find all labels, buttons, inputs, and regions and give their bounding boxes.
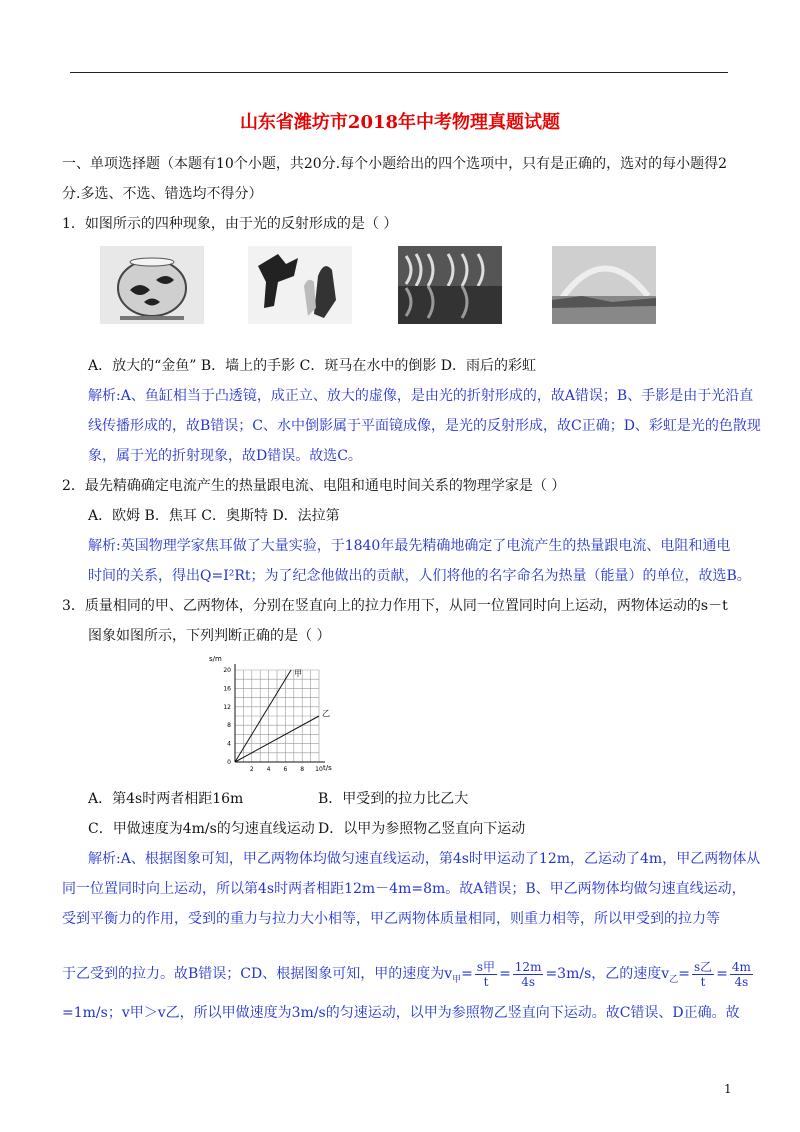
fraction-numerator: 12m (514, 959, 542, 974)
y-tick-label: 20 (223, 667, 231, 674)
fraction-denominator: 4s (734, 974, 749, 989)
q1-analysis-line1: 解析:A、鱼缸相当于凸透镜，成正立、放大的虚像，是由光的折射形成的，故A错误；B、手影是由于光沿直 (88, 388, 754, 404)
page-title: 山东省潍坊市2018年中考物理真题试题 (239, 112, 561, 133)
q3-option-a: A．第4s时两者相距16m (88, 791, 244, 807)
fraction-s-jia-over-t (475, 960, 497, 989)
st-chart (205, 652, 335, 782)
zebra-reflection-image (398, 246, 502, 324)
fraction-denominator: 4s (521, 974, 536, 989)
equals-sign: = (716, 966, 728, 982)
q2-analysis-line1: 解析:英国物理学家焦耳做了大量实验，于1840年最先精确地确定了电流产生的热量跟电流、电阻和通电 (88, 538, 731, 554)
fishbowl-image (100, 246, 204, 324)
q2-options: A．欧姆 B．焦耳 C．奥斯特 D．法拉第 (88, 508, 340, 524)
equals-sign: = (499, 966, 511, 982)
section-heading-line1: 一、单项选择题（本题有10个小题，共20分.每个小题给出的四个选项中，只有是正确的，选对的每小题得2 (62, 156, 727, 172)
sub-yi: 乙 (669, 974, 679, 985)
fraction-s-yi-over-t (692, 960, 714, 989)
hand-shadow-image (248, 246, 352, 324)
q3-analysis-line1: 解析:A、根据图象可知，甲乙两物体均做匀速直线运动，第4s时甲运动了12m，乙运动了4m，甲乙两物体从 (88, 851, 761, 867)
q3-analysis-line2: 同一位置同时向上运动，所以第4s时两者相距12m－4m=8m。故A错误；B、甲乙两物体均做匀速直线运动， (62, 881, 746, 897)
fraction-denominator: t (483, 974, 489, 989)
y-axis-label: s/m (209, 655, 222, 663)
q1-stem: 1．如图所示的四种现象，由于光的反射形成的是（ ） (62, 216, 398, 232)
q3-analysis-line4-text-a: 于乙受到的拉力。故B错误；CD、根据图象可知，甲的速度为v (62, 966, 453, 982)
q3-stem-line1: 3．质量相同的甲、乙两物体，分别在竖直向上的拉力作用下，从同一位置同时向上运动，两物体运动的s－t (62, 598, 728, 614)
header-rule (70, 72, 728, 73)
y-tick-label: 8 (227, 722, 231, 730)
sub-jia: 甲 (452, 974, 462, 985)
q3-analysis-line5: =1m/s；v甲＞v乙，所以甲做速度为3m/s的匀速运动，以甲为参照物乙竖直向下运动。故C错误、D正确。故 (62, 1005, 740, 1021)
y-tick-label: 4 (227, 740, 231, 748)
fraction-numerator: 4m (731, 959, 751, 974)
x-tick-label: 10 (315, 766, 323, 773)
series-label-yi: 乙 (322, 709, 330, 718)
page-number: 1 (724, 1082, 732, 1096)
x-tick-label: 8 (300, 766, 305, 773)
x-tick-label: 2 (249, 766, 254, 773)
y-tick-label: 16 (223, 685, 231, 693)
x-axis-label: t/s (323, 764, 332, 772)
series-label-jia: 甲 (294, 669, 303, 678)
q3-option-b: B．甲受到的拉力比乙大 (318, 791, 469, 807)
q3-option-c: C．甲做速度为4m/s的匀速直线运动 (88, 821, 315, 837)
fraction-4m-over-4s (730, 960, 753, 989)
x-tick-label: 4 (266, 766, 271, 773)
q2-stem: 2．最先精确确定电流产生的热量跟电流、电阻和通电时间关系的物理学家是（ ） (62, 478, 566, 494)
y-tick-label: 12 (223, 703, 231, 711)
equals-sign: = (678, 966, 690, 982)
q3-stem-line2: 图象如图所示，下列判断正确的是（ ） (88, 628, 331, 644)
equals-sign: = (461, 966, 473, 982)
section-heading-line2: 分.多选、不选、错选均不得分） (62, 186, 263, 202)
q1-analysis-line3: 象，属于光的折射现象，故D错误。故选C。 (88, 448, 362, 464)
q2-analysis-line2: 时间的关系，得出Q=I²Rt；为了纪念他做出的贡献，人们将他的名字命名为热量（能量）的单位，故选B。 (88, 568, 751, 584)
q3-option-d: D．以甲为参照物乙竖直向下运动 (318, 821, 526, 837)
q3-analysis-line3: 受到平衡力的作用，受到的重力与拉力大小相等，甲乙两物体质量相同，则重力相等，所以甲受到的拉力等 (62, 911, 720, 927)
rainbow-image (552, 246, 656, 324)
fraction-numerator: s甲 (476, 959, 496, 974)
y-tick-label: 0 (227, 759, 231, 766)
q1-analysis-line2: 线传播形成的，故B错误；C、水中倒影属于平面镜成像，是光的反射形成，故C正确；D、彩虹是光的色散现 (88, 418, 761, 434)
x-tick-label: 6 (283, 766, 288, 773)
fraction-numerator: s乙 (693, 959, 713, 974)
fraction-12m-over-4s (513, 960, 544, 989)
q1-options: A．放大的“金鱼” B．墙上的手影 C．斑马在水中的倒影 D．雨后的彩虹 (88, 358, 536, 374)
q3-analysis-line4 (62, 956, 755, 998)
fraction-denominator: t (700, 974, 706, 989)
q3-analysis-line4-text-b: =3m/s，乙的速度v (545, 966, 670, 982)
